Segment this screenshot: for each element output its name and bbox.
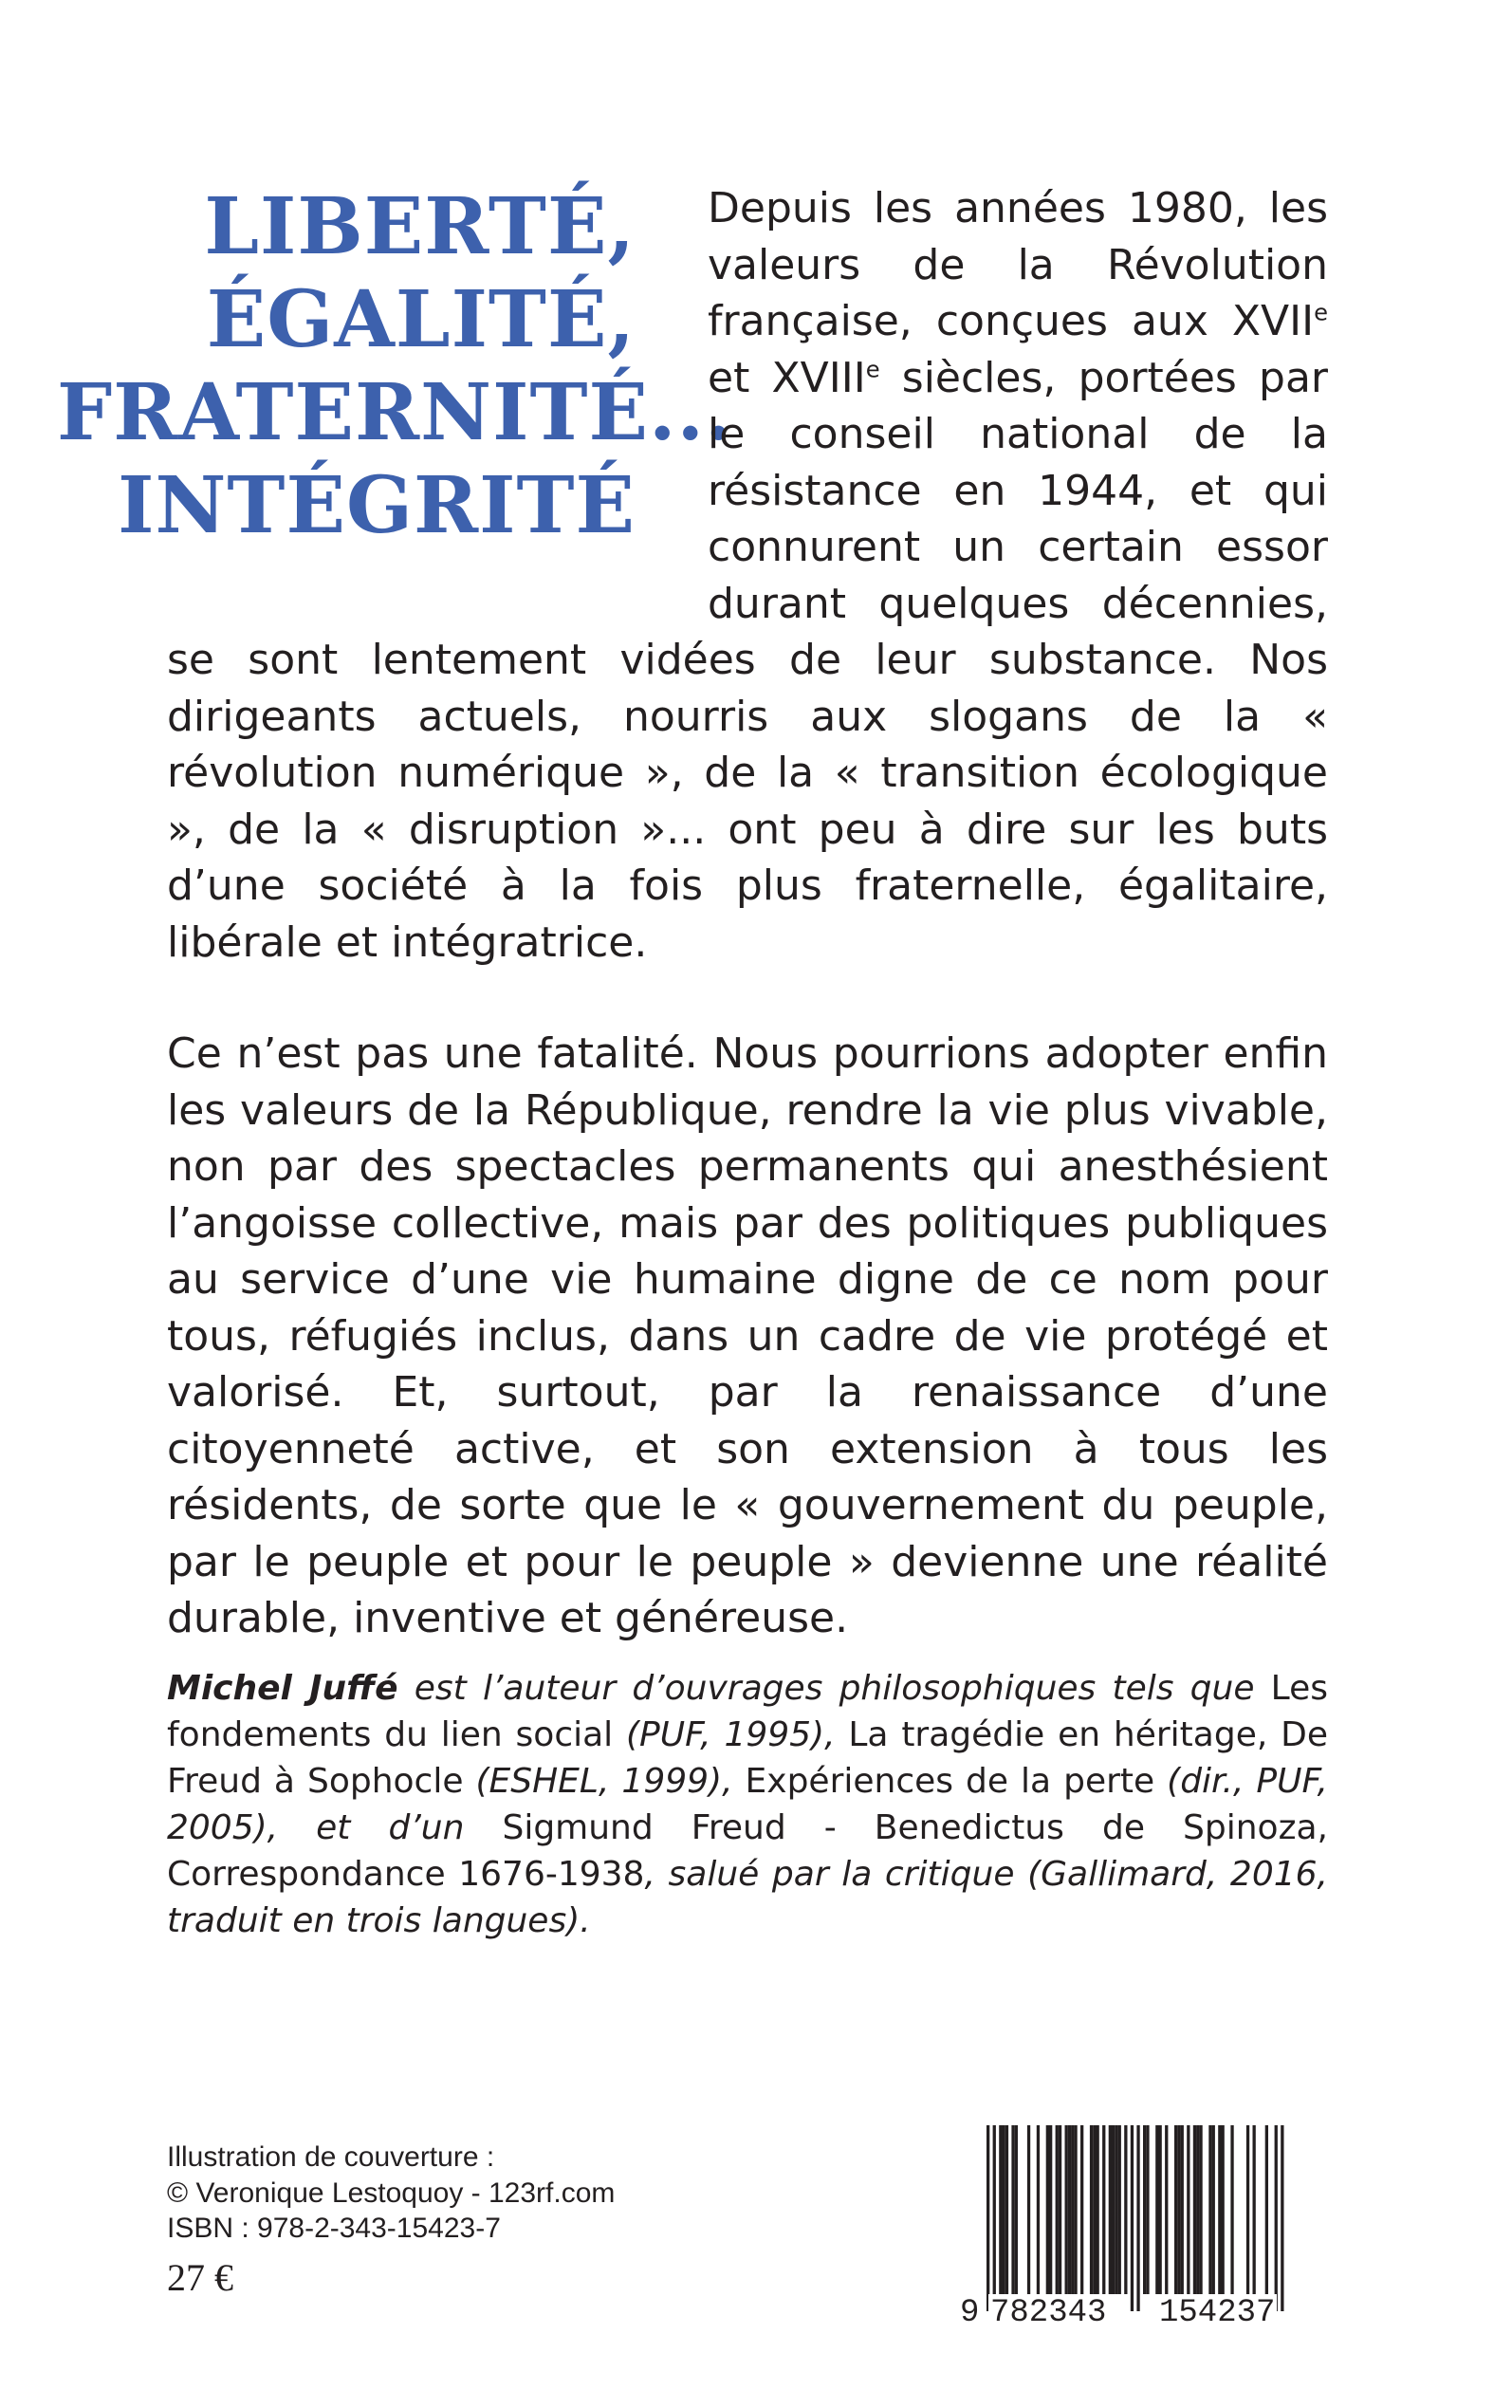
book-title-experiences: Expériences de la perte xyxy=(745,1762,1168,1801)
barcode-bar xyxy=(1068,2125,1071,2294)
barcode-bar xyxy=(1102,2125,1105,2294)
barcode-bar xyxy=(1049,2125,1052,2294)
title-line-liberte: LIBERTÉ, xyxy=(204,181,636,272)
title-line-integrite: INTÉGRITÉ xyxy=(118,460,636,551)
book-title-correspondance: Sigmund Freud - Benedictus de Spinoza, Correspondance 1676-1938 xyxy=(167,1808,1328,1894)
barcode-bar xyxy=(1253,2125,1256,2294)
barcode-bar xyxy=(1074,2125,1077,2294)
title-line-egalite: ÉGALITÉ, xyxy=(206,274,636,365)
barcode-bar xyxy=(1275,2125,1278,2311)
barcode-bar xyxy=(1093,2125,1096,2294)
author-bio: Michel Juffé est l’auteur d’ouvrages philosophiques tels que Les fondements du lien social (PUF, 1995), La tragédie en héritage, De Freud à Sophocle (ESHEL, 1999), Expériences de la perte (dir., PUF, 2005), et d’un Sigmund Freud - Benedictus de Spinoza, Correspondance 1676-1938, salué par la critique (Gallimard, 2016, traduit en trois langues). xyxy=(167,1669,1328,1940)
barcode-bar xyxy=(1136,2125,1139,2311)
barcode-bars xyxy=(958,2125,1333,2315)
barcode-bar xyxy=(1015,2125,1018,2294)
barcode-bar xyxy=(1143,2125,1146,2294)
barcode-bar xyxy=(1193,2125,1196,2294)
barcode-bar xyxy=(1097,2125,1099,2294)
book-title-tragedie: La tragédie en héritage, De Freud à Sophocle xyxy=(167,1715,1328,1801)
barcode-bar xyxy=(1059,2125,1061,2294)
barcode-bar xyxy=(1003,2125,1005,2294)
barcode-bar xyxy=(1027,2125,1030,2294)
cover-credits xyxy=(167,2139,615,2212)
barcode-bar xyxy=(1118,2125,1121,2294)
blurb-paragraph-2: Ce n’est pas une fatalité. Nous pourrions adopter enfin les valeurs de la République, rendre la vie plus vivable, non par des spectacles permanents qui anesthésient l’angoisse collective, mais par des politiques publiques au service d’une vie humaine digne de ce nom pour tous, réfugiés inclus, dans un cadre de vie protégé et valorisé. Et, surtout, par la renaissance d’une citoyenneté active, et son extension à tous les résidents, de sorte que le « gouvernement du peuple, par le peuple et pour le peuple » devienne une réalité durable, inventive et généreuse. xyxy=(167,1029,1328,1642)
barcode-bar xyxy=(1080,2125,1083,2294)
barcode-bar xyxy=(1187,2125,1189,2294)
book-title-fondements: Les fondements du lien social xyxy=(167,1669,1328,1754)
barcode-bar xyxy=(1065,2125,1068,2294)
barcode-bar xyxy=(1037,2125,1040,2294)
barcode-digits-left: 782343 xyxy=(990,2295,1107,2331)
barcode-bar xyxy=(1177,2125,1180,2294)
barcode-digits-right: 154237 xyxy=(1159,2295,1276,2331)
title-float-spacer xyxy=(167,180,708,631)
barcode-bar xyxy=(1071,2125,1074,2294)
barcode-bar xyxy=(1281,2125,1283,2311)
barcode-bar xyxy=(1196,2125,1199,2294)
barcode-bar xyxy=(1222,2125,1225,2294)
price-text: 27 € xyxy=(167,2256,233,2299)
barcode-bar xyxy=(1159,2125,1162,2294)
back-cover-blurb xyxy=(167,180,1328,1647)
barcode-bar xyxy=(1146,2125,1149,2294)
barcode-bar xyxy=(1174,2125,1177,2294)
barcode-digit-first: 9 xyxy=(960,2295,980,2331)
barcode-bar xyxy=(1246,2125,1249,2294)
barcode-bar xyxy=(1056,2125,1059,2294)
blurb-paragraph-1: Depuis les années 1980, les valeurs de la Révolution française, conçues aux XVIIe et XVIIIe siècles, portées par le conseil national de la résistance en 1944, et qui connurent un certain essor durant quelques décennies, se sont lentement vidées de leur substance. Nos dirigeants actuels, nourris aux slogans de la « révolution numérique », de la « transition écologique », de la « disruption »... ont peu à dire sur les buts d’une société à la fois plus fraternelle, égalitaire, libérale et intégratrice. xyxy=(167,184,1328,967)
barcode-bar xyxy=(1011,2125,1014,2294)
barcode-bar xyxy=(999,2125,1002,2294)
barcode-bar xyxy=(1005,2125,1008,2294)
barcode-bar xyxy=(1124,2125,1127,2294)
credits-copyright: © Veronique Lestoquoy - 123rf.com xyxy=(167,2177,616,2209)
barcode-bar xyxy=(1199,2125,1202,2294)
barcode-digits xyxy=(958,2294,1333,2332)
barcode-bar xyxy=(1265,2125,1268,2294)
title-line-fraternite: FRATERNITÉ... xyxy=(57,367,733,458)
barcode-bar xyxy=(993,2125,996,2311)
barcode-bar xyxy=(1155,2125,1158,2294)
barcode-bar xyxy=(1208,2125,1211,2294)
isbn-text: ISBN : 978-2-343-15423-7 xyxy=(167,2213,501,2244)
barcode-bar xyxy=(1112,2125,1115,2294)
author-name: Michel Juffé xyxy=(167,1669,398,1708)
barcode-bar xyxy=(1218,2125,1221,2294)
isbn-barcode xyxy=(958,2125,1333,2343)
barcode-bar xyxy=(1090,2125,1093,2294)
barcode-bar xyxy=(1165,2125,1168,2294)
barcode-bar xyxy=(1212,2125,1215,2294)
barcode-bar xyxy=(1181,2125,1184,2294)
barcode-bar xyxy=(1131,2125,1134,2311)
barcode-bar xyxy=(1115,2125,1117,2294)
barcode-bar xyxy=(1230,2125,1233,2294)
barcode-bar xyxy=(1109,2125,1112,2294)
barcode-bar xyxy=(1046,2125,1049,2294)
credits-label: Illustration de couverture : xyxy=(167,2141,495,2173)
barcode-bar xyxy=(986,2125,989,2311)
